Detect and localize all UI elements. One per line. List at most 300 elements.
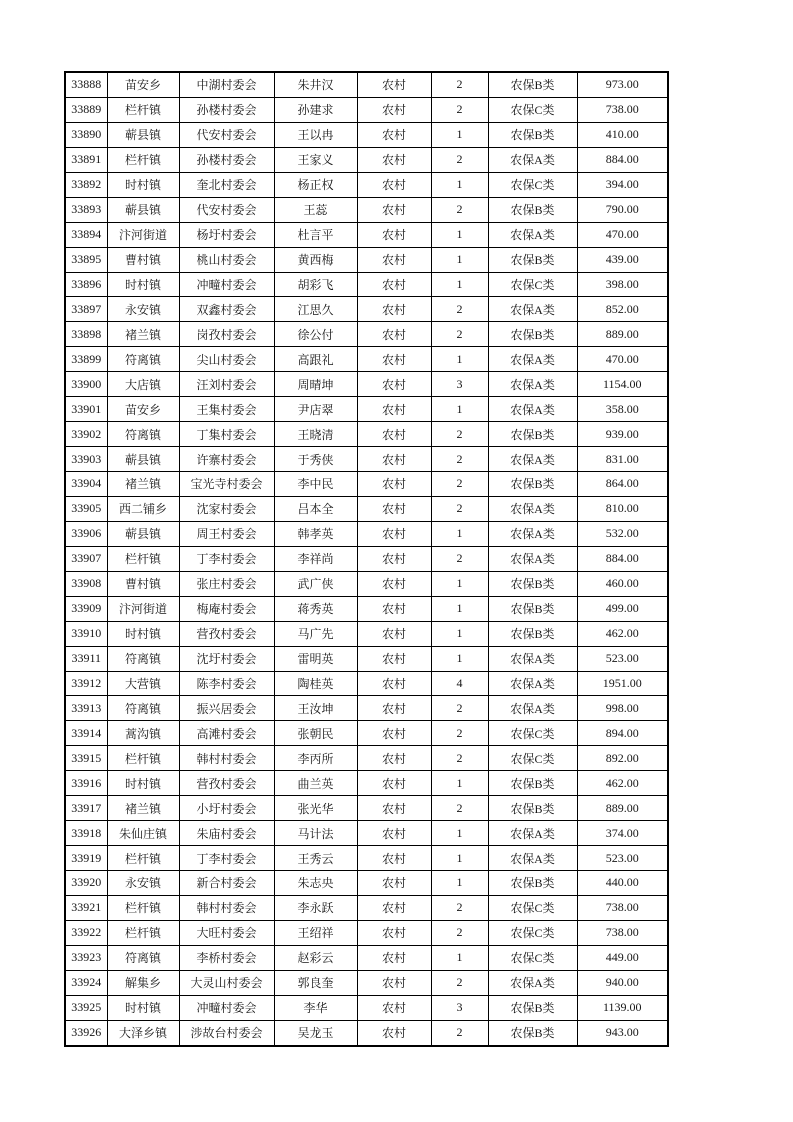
cell-person-name: 于秀侠 [274,447,357,472]
cell-person-count: 4 [431,671,488,696]
cell-insurance-category: 农保A类 [488,496,577,521]
cell-insurance-category: 农保B类 [488,621,577,646]
cell-village-committee: 朱庙村委会 [179,821,274,846]
cell-amount: 998.00 [577,696,668,721]
cell-residence-type: 农村 [357,596,431,621]
table-row [65,646,668,671]
cell-village-committee: 丁李村委会 [179,546,274,571]
cell-amount: 523.00 [577,646,668,671]
cell-insurance-category: 农保B类 [488,122,577,147]
cell-residence-type: 农村 [357,297,431,322]
cell-village-committee: 冲疃村委会 [179,995,274,1020]
cell-record-id: 33908 [65,571,107,596]
cell-insurance-category: 农保B类 [488,796,577,821]
cell-record-id: 33901 [65,397,107,422]
cell-residence-type: 农村 [357,122,431,147]
cell-residence-type: 农村 [357,72,431,97]
cell-village-committee: 小圩村委会 [179,796,274,821]
cell-town: 大泽乡镇 [107,1020,179,1045]
cell-village-committee: 沈家村委会 [179,496,274,521]
cell-person-count: 3 [431,995,488,1020]
cell-residence-type: 农村 [357,821,431,846]
cell-village-committee: 中湖村委会 [179,72,274,97]
cell-village-committee: 周王村委会 [179,521,274,546]
cell-amount: 810.00 [577,496,668,521]
table-row [65,871,668,896]
cell-amount: 462.00 [577,771,668,796]
cell-town: 蕲县镇 [107,521,179,546]
cell-town: 曹村镇 [107,571,179,596]
cell-person-count: 1 [431,571,488,596]
cell-town: 时村镇 [107,995,179,1020]
cell-residence-type: 农村 [357,920,431,945]
cell-amount: 1951.00 [577,671,668,696]
cell-amount: 358.00 [577,397,668,422]
cell-record-id: 33896 [65,272,107,297]
cell-town: 西二铺乡 [107,496,179,521]
cell-insurance-category: 农保B类 [488,422,577,447]
cell-person-count: 2 [431,447,488,472]
cell-residence-type: 农村 [357,671,431,696]
cell-record-id: 33921 [65,895,107,920]
cell-town: 时村镇 [107,272,179,297]
cell-person-name: 陶桂英 [274,671,357,696]
table-row [65,796,668,821]
cell-residence-type: 农村 [357,496,431,521]
cell-insurance-category: 农保B类 [488,72,577,97]
table-row [65,771,668,796]
cell-town: 大营镇 [107,671,179,696]
cell-village-committee: 韩村村委会 [179,746,274,771]
cell-village-committee: 张庄村委会 [179,571,274,596]
cell-insurance-category: 农保A类 [488,147,577,172]
cell-record-id: 33911 [65,646,107,671]
cell-town: 时村镇 [107,771,179,796]
cell-amount: 884.00 [577,147,668,172]
cell-person-name: 李丙所 [274,746,357,771]
cell-residence-type: 农村 [357,895,431,920]
cell-record-id: 33894 [65,222,107,247]
cell-insurance-category: 农保B类 [488,871,577,896]
cell-person-count: 2 [431,72,488,97]
cell-person-count: 1 [431,122,488,147]
table-row [65,272,668,297]
cell-person-name: 王秀云 [274,846,357,871]
cell-town: 符离镇 [107,945,179,970]
cell-village-committee: 岗孜村委会 [179,322,274,347]
cell-amount: 1139.00 [577,995,668,1020]
table-row [65,372,668,397]
table-row [65,521,668,546]
cell-residence-type: 农村 [357,546,431,571]
cell-amount: 532.00 [577,521,668,546]
cell-amount: 374.00 [577,821,668,846]
cell-residence-type: 农村 [357,995,431,1020]
cell-village-committee: 韩村村委会 [179,895,274,920]
cell-person-name: 吴龙玉 [274,1020,357,1045]
cell-town: 褚兰镇 [107,796,179,821]
cell-amount: 864.00 [577,472,668,497]
table-row [65,172,668,197]
cell-insurance-category: 农保A类 [488,696,577,721]
cell-person-count: 2 [431,796,488,821]
cell-village-committee: 丁李村委会 [179,846,274,871]
cell-person-name: 马广先 [274,621,357,646]
cell-village-committee: 代安村委会 [179,122,274,147]
table-row [65,821,668,846]
cell-record-id: 33912 [65,671,107,696]
cell-town: 曹村镇 [107,247,179,272]
cell-residence-type: 农村 [357,746,431,771]
cell-residence-type: 农村 [357,646,431,671]
cell-town: 符离镇 [107,646,179,671]
cell-person-count: 2 [431,970,488,995]
cell-person-name: 张朝民 [274,721,357,746]
cell-insurance-category: 农保C类 [488,172,577,197]
cell-village-committee: 涉故台村委会 [179,1020,274,1045]
cell-village-committee: 许寨村委会 [179,447,274,472]
table-row [65,1020,668,1045]
table-row [65,322,668,347]
cell-village-committee: 沈圩村委会 [179,646,274,671]
cell-record-id: 33906 [65,521,107,546]
cell-record-id: 33891 [65,147,107,172]
cell-record-id: 33907 [65,546,107,571]
cell-residence-type: 农村 [357,796,431,821]
cell-insurance-category: 农保C类 [488,895,577,920]
table-row [65,596,668,621]
cell-amount: 889.00 [577,322,668,347]
cell-person-count: 2 [431,472,488,497]
cell-person-count: 2 [431,920,488,945]
cell-village-committee: 李桥村委会 [179,945,274,970]
cell-town: 栏杆镇 [107,895,179,920]
cell-insurance-category: 农保A类 [488,521,577,546]
cell-record-id: 33904 [65,472,107,497]
cell-village-committee: 新合村委会 [179,871,274,896]
table-row [65,621,668,646]
cell-residence-type: 农村 [357,621,431,646]
cell-person-name: 李永跃 [274,895,357,920]
cell-amount: 939.00 [577,422,668,447]
cell-village-committee: 孙楼村委会 [179,147,274,172]
cell-insurance-category: 农保B类 [488,596,577,621]
cell-person-count: 1 [431,771,488,796]
cell-record-id: 33925 [65,995,107,1020]
cell-insurance-category: 农保B类 [488,995,577,1020]
table-row [65,895,668,920]
cell-record-id: 33913 [65,696,107,721]
cell-village-committee: 营孜村委会 [179,771,274,796]
cell-person-count: 1 [431,272,488,297]
cell-person-name: 胡彩飞 [274,272,357,297]
cell-person-count: 1 [431,521,488,546]
cell-village-committee: 桃山村委会 [179,247,274,272]
cell-amount: 892.00 [577,746,668,771]
cell-village-committee: 孙楼村委会 [179,97,274,122]
cell-person-name: 吕本全 [274,496,357,521]
cell-amount: 884.00 [577,546,668,571]
cell-town: 蕲县镇 [107,197,179,222]
table-row [65,721,668,746]
cell-insurance-category: 农保A类 [488,447,577,472]
pension-records-table [64,71,669,1047]
cell-person-count: 1 [431,646,488,671]
cell-residence-type: 农村 [357,147,431,172]
cell-person-name: 王绍祥 [274,920,357,945]
cell-insurance-category: 农保A类 [488,821,577,846]
cell-person-count: 2 [431,422,488,447]
cell-amount: 470.00 [577,222,668,247]
cell-town: 汴河街道 [107,596,179,621]
cell-insurance-category: 农保A类 [488,297,577,322]
cell-village-committee: 双鑫村委会 [179,297,274,322]
cell-record-id: 33923 [65,945,107,970]
cell-person-count: 1 [431,596,488,621]
cell-residence-type: 农村 [357,347,431,372]
cell-person-count: 2 [431,546,488,571]
cell-insurance-category: 农保B类 [488,571,577,596]
cell-person-count: 2 [431,147,488,172]
cell-person-name: 王蕊 [274,197,357,222]
cell-town: 栏杆镇 [107,546,179,571]
cell-record-id: 33903 [65,447,107,472]
cell-person-name: 周晴坤 [274,372,357,397]
cell-residence-type: 农村 [357,970,431,995]
cell-town: 蕲县镇 [107,447,179,472]
cell-residence-type: 农村 [357,397,431,422]
cell-amount: 523.00 [577,846,668,871]
cell-town: 解集乡 [107,970,179,995]
cell-person-name: 高跟礼 [274,347,357,372]
cell-residence-type: 农村 [357,272,431,297]
cell-person-name: 张光华 [274,796,357,821]
cell-amount: 462.00 [577,621,668,646]
cell-person-name: 曲兰英 [274,771,357,796]
cell-village-committee: 代安村委会 [179,197,274,222]
cell-town: 蒿沟镇 [107,721,179,746]
cell-person-name: 黄西梅 [274,247,357,272]
cell-insurance-category: 农保A类 [488,970,577,995]
cell-person-count: 2 [431,97,488,122]
cell-residence-type: 农村 [357,472,431,497]
cell-town: 时村镇 [107,621,179,646]
cell-person-count: 2 [431,322,488,347]
table-body [65,72,668,1046]
cell-record-id: 33919 [65,846,107,871]
cell-person-count: 1 [431,821,488,846]
cell-town: 褚兰镇 [107,472,179,497]
cell-person-name: 杜言平 [274,222,357,247]
table-row [65,347,668,372]
cell-person-count: 1 [431,172,488,197]
cell-person-name: 朱志央 [274,871,357,896]
cell-town: 苗安乡 [107,397,179,422]
cell-residence-type: 农村 [357,197,431,222]
cell-insurance-category: 农保A类 [488,546,577,571]
cell-town: 栏杆镇 [107,147,179,172]
cell-village-committee: 陈李村委会 [179,671,274,696]
cell-town: 永安镇 [107,871,179,896]
cell-village-committee: 宝光寺村委会 [179,472,274,497]
table-row [65,995,668,1020]
cell-person-name: 李中民 [274,472,357,497]
cell-person-name: 王晓清 [274,422,357,447]
table-row [65,72,668,97]
cell-amount: 790.00 [577,197,668,222]
cell-amount: 738.00 [577,920,668,945]
cell-person-name: 蒋秀英 [274,596,357,621]
cell-person-count: 1 [431,347,488,372]
cell-residence-type: 农村 [357,771,431,796]
cell-amount: 831.00 [577,447,668,472]
cell-insurance-category: 农保B类 [488,247,577,272]
cell-residence-type: 农村 [357,447,431,472]
cell-village-committee: 营孜村委会 [179,621,274,646]
cell-record-id: 33916 [65,771,107,796]
cell-person-count: 1 [431,247,488,272]
cell-insurance-category: 农保A类 [488,222,577,247]
table-row [65,571,668,596]
table-row [65,122,668,147]
cell-residence-type: 农村 [357,247,431,272]
cell-insurance-category: 农保A类 [488,347,577,372]
table-row [65,970,668,995]
cell-residence-type: 农村 [357,846,431,871]
cell-town: 汴河街道 [107,222,179,247]
cell-amount: 1154.00 [577,372,668,397]
cell-residence-type: 农村 [357,871,431,896]
cell-residence-type: 农村 [357,372,431,397]
cell-person-name: 孙建求 [274,97,357,122]
table-row [65,297,668,322]
cell-residence-type: 农村 [357,97,431,122]
cell-amount: 439.00 [577,247,668,272]
cell-record-id: 33920 [65,871,107,896]
cell-insurance-category: 农保B类 [488,322,577,347]
cell-amount: 973.00 [577,72,668,97]
table-row [65,247,668,272]
cell-person-name: 王以冉 [274,122,357,147]
cell-record-id: 33909 [65,596,107,621]
cell-residence-type: 农村 [357,172,431,197]
table-row [65,696,668,721]
cell-residence-type: 农村 [357,696,431,721]
cell-person-count: 1 [431,846,488,871]
cell-town: 符离镇 [107,696,179,721]
cell-insurance-category: 农保C类 [488,97,577,122]
cell-person-count: 1 [431,945,488,970]
cell-record-id: 33888 [65,72,107,97]
cell-town: 时村镇 [107,172,179,197]
cell-residence-type: 农村 [357,945,431,970]
cell-person-name: 韩孝英 [274,521,357,546]
cell-record-id: 33910 [65,621,107,646]
cell-insurance-category: 农保B类 [488,771,577,796]
cell-amount: 738.00 [577,97,668,122]
cell-person-name: 王汝坤 [274,696,357,721]
cell-insurance-category: 农保A类 [488,372,577,397]
cell-residence-type: 农村 [357,222,431,247]
cell-village-committee: 奎北村委会 [179,172,274,197]
cell-person-name: 李祥尚 [274,546,357,571]
cell-record-id: 33922 [65,920,107,945]
cell-record-id: 33905 [65,496,107,521]
cell-residence-type: 农村 [357,721,431,746]
table-row [65,546,668,571]
cell-village-committee: 梅庵村委会 [179,596,274,621]
cell-person-name: 李华 [274,995,357,1020]
cell-residence-type: 农村 [357,1020,431,1045]
table-row [65,846,668,871]
cell-insurance-category: 农保A类 [488,846,577,871]
cell-person-name: 王家义 [274,147,357,172]
cell-amount: 449.00 [577,945,668,970]
cell-amount: 398.00 [577,272,668,297]
cell-village-committee: 汪刘村委会 [179,372,274,397]
table-row [65,147,668,172]
cell-record-id: 33900 [65,372,107,397]
table-row [65,472,668,497]
cell-person-name: 杨正权 [274,172,357,197]
cell-village-committee: 冲疃村委会 [179,272,274,297]
cell-person-name: 武广侠 [274,571,357,596]
cell-record-id: 33897 [65,297,107,322]
cell-record-id: 33914 [65,721,107,746]
cell-person-count: 2 [431,297,488,322]
cell-amount: 460.00 [577,571,668,596]
cell-person-count: 1 [431,222,488,247]
cell-person-count: 1 [431,871,488,896]
cell-record-id: 33892 [65,172,107,197]
cell-person-count: 1 [431,621,488,646]
cell-town: 苗安乡 [107,72,179,97]
cell-amount: 470.00 [577,347,668,372]
cell-person-name: 马计法 [274,821,357,846]
cell-village-committee: 高滩村委会 [179,721,274,746]
cell-insurance-category: 农保A类 [488,646,577,671]
cell-insurance-category: 农保C类 [488,721,577,746]
cell-town: 大店镇 [107,372,179,397]
cell-amount: 894.00 [577,721,668,746]
cell-town: 符离镇 [107,422,179,447]
cell-person-count: 2 [431,721,488,746]
cell-record-id: 33902 [65,422,107,447]
cell-person-name: 雷明英 [274,646,357,671]
cell-amount: 940.00 [577,970,668,995]
cell-town: 符离镇 [107,347,179,372]
cell-record-id: 33895 [65,247,107,272]
cell-record-id: 33899 [65,347,107,372]
cell-person-count: 2 [431,197,488,222]
cell-amount: 394.00 [577,172,668,197]
table-row [65,746,668,771]
cell-town: 永安镇 [107,297,179,322]
cell-village-committee: 尖山村委会 [179,347,274,372]
cell-town: 栏杆镇 [107,97,179,122]
cell-town: 蕲县镇 [107,122,179,147]
cell-village-committee: 王集村委会 [179,397,274,422]
cell-residence-type: 农村 [357,422,431,447]
cell-amount: 943.00 [577,1020,668,1045]
cell-town: 栏杆镇 [107,920,179,945]
cell-person-count: 2 [431,696,488,721]
cell-person-count: 2 [431,1020,488,1045]
cell-record-id: 33926 [65,1020,107,1045]
cell-town: 朱仙庄镇 [107,821,179,846]
cell-person-count: 1 [431,397,488,422]
cell-amount: 738.00 [577,895,668,920]
